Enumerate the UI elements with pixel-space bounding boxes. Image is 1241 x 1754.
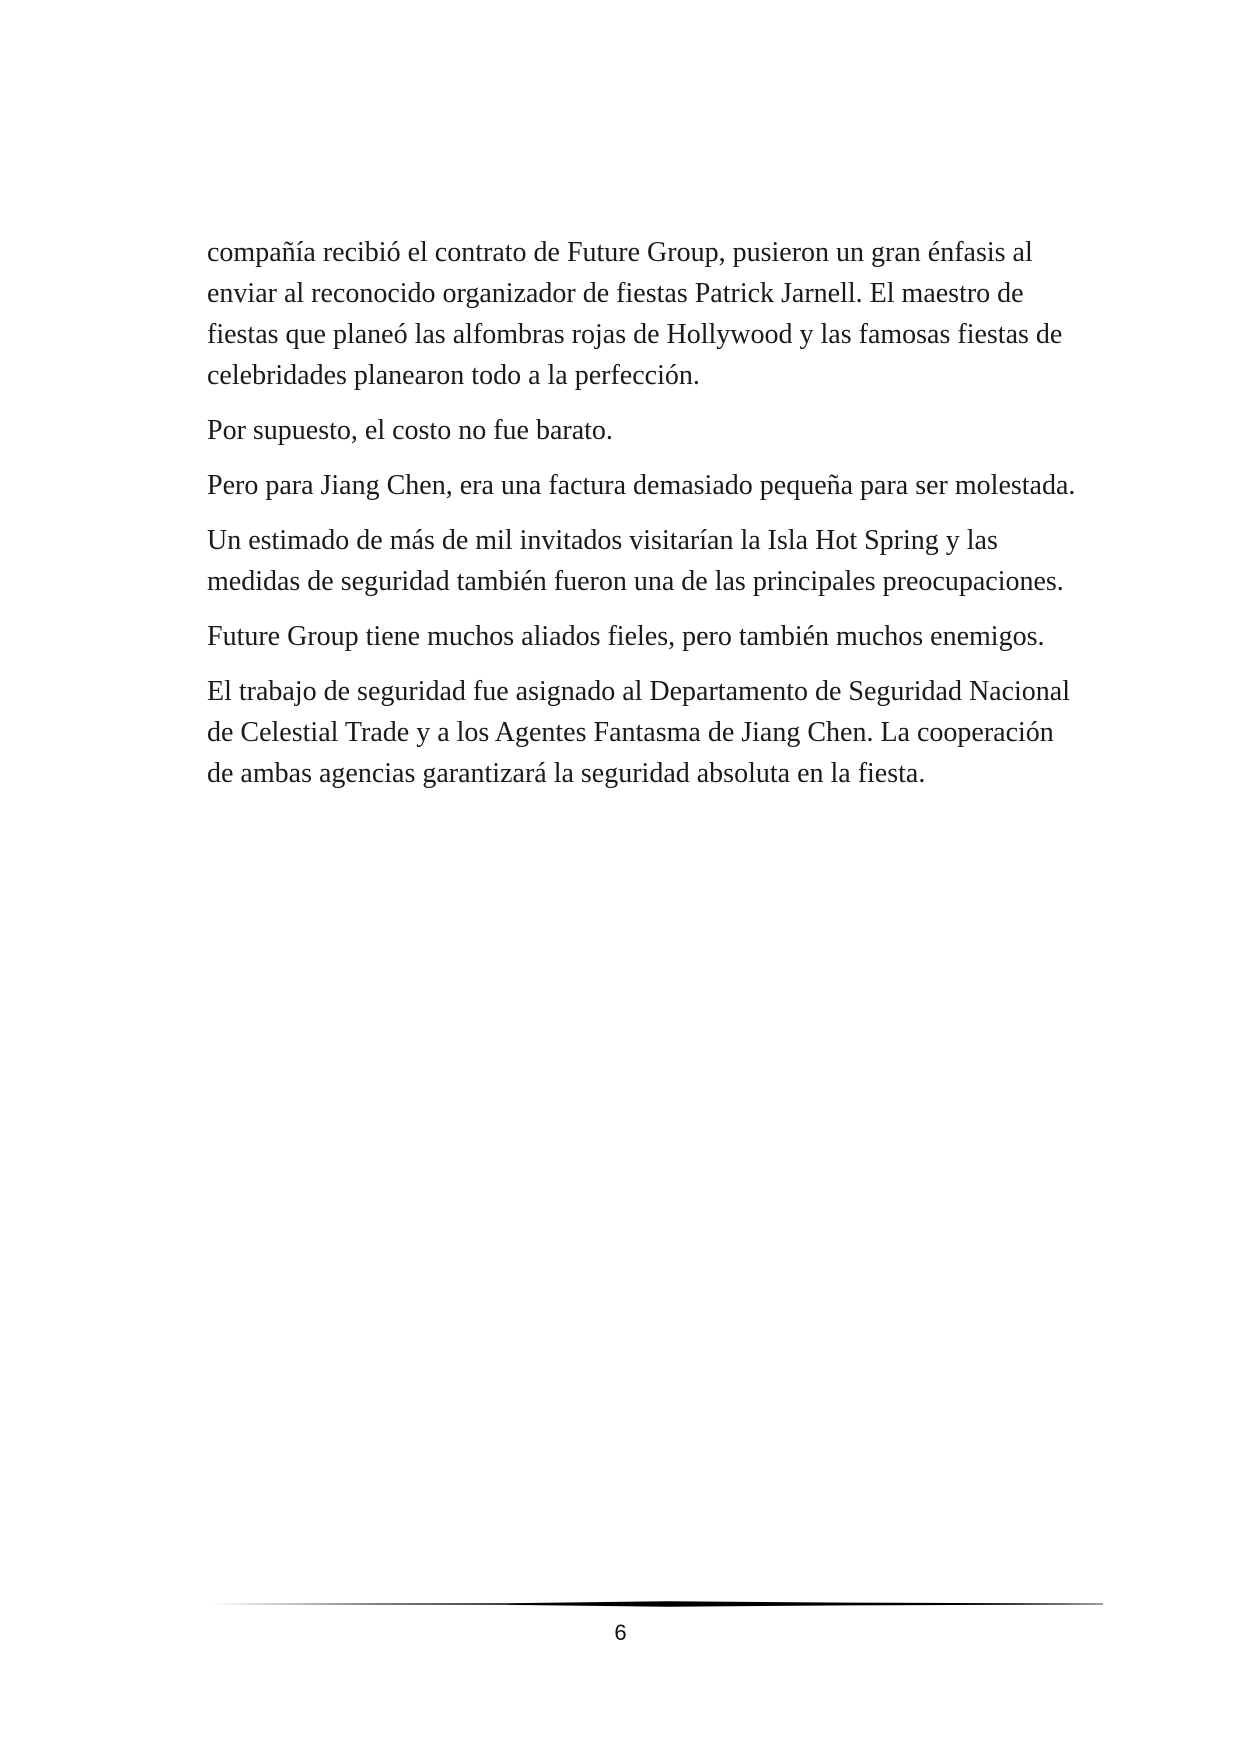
- paragraph: Por supuesto, el costo no fue barato.: [207, 415, 613, 446]
- body-text: [207, 232, 1077, 808]
- paragraph: compañía recibió el contrato de Future Group, pusieron un gran énfasis al enviar al reconocido organizador de fiestas Patrick Jarnell. El maestro de fiestas que planeó las alfombras rojas de Hollywood y las famosas fiestas de celebridades planearon todo a la perfección.: [207, 237, 1063, 391]
- paragraph: Future Group tiene muchos aliados fieles, pero también muchos enemigos.: [207, 621, 1045, 652]
- paragraph: El trabajo de seguridad fue asignado al Departamento de Seguridad Nacional de Celestial Trade y a los Agentes Fantasma de Jiang Chen. La cooperación de ambas agencias garantizará la seguridad absoluta en la fiesta.: [207, 676, 1071, 789]
- paragraph: Pero para Jiang Chen, era una factura demasiado pequeña para ser molestada.: [207, 470, 1076, 501]
- paragraph: Un estimado de más de mil invitados visitarían la Isla Hot Spring y las medidas de seguridad también fueron una de las principales preocupaciones.: [207, 525, 1064, 597]
- page-number: 6: [614, 1620, 627, 1645]
- footer-divider: [207, 1598, 1103, 1610]
